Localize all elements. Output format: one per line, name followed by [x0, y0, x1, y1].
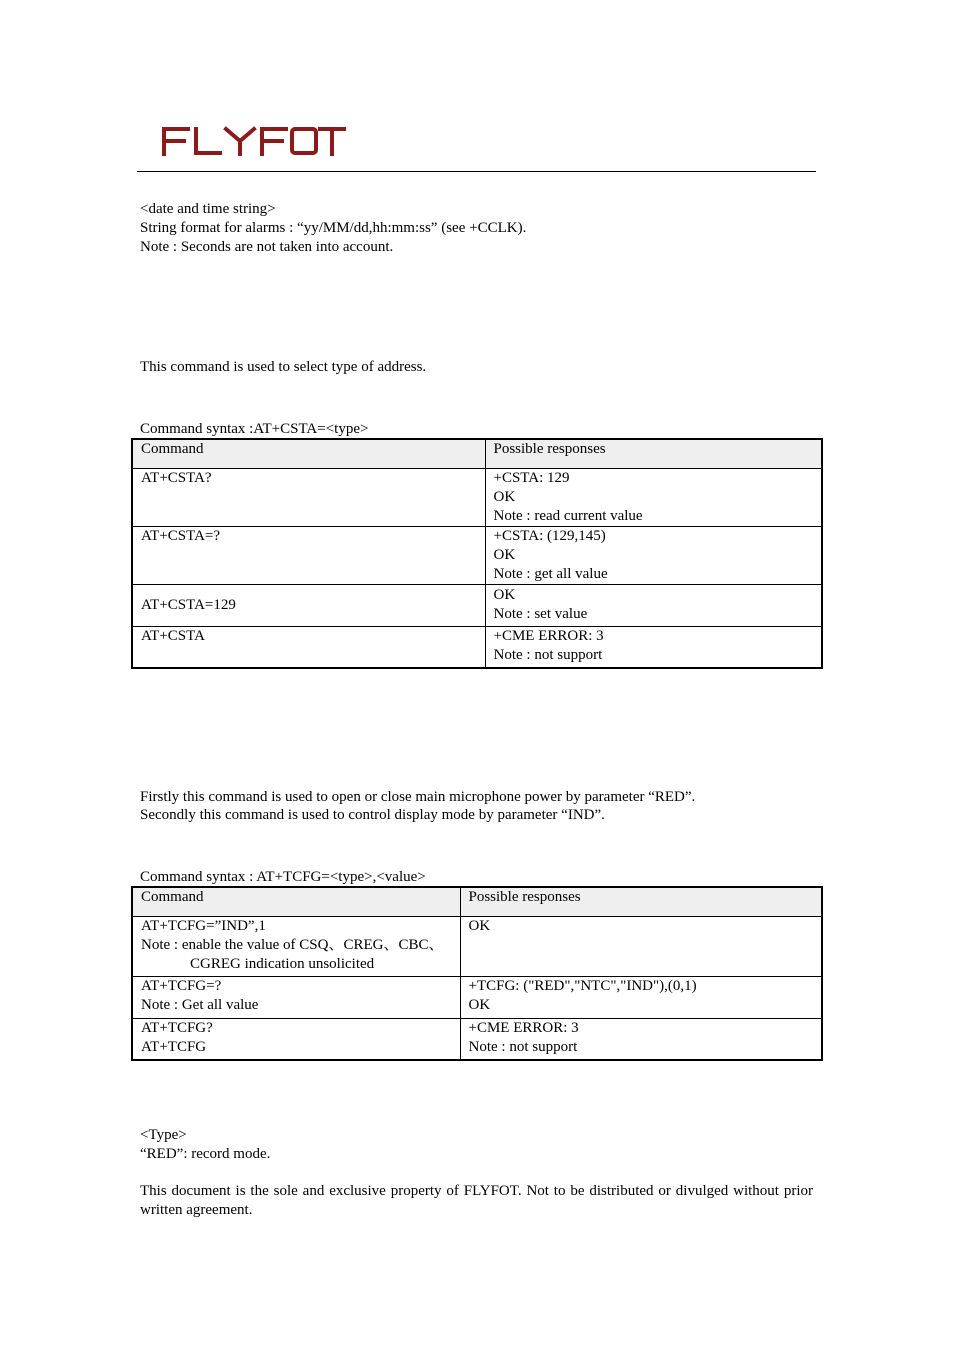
- alarm-format-text: String format for alarms : “yy/MM/dd,hh:mm:ss” (see +CCLK).: [140, 220, 527, 236]
- response-line: +CME ERROR: 3: [468, 1019, 579, 1036]
- response-cell: OK: [460, 916, 822, 976]
- response-cell: [460, 976, 822, 1018]
- command-note: Note : Get all value: [141, 996, 259, 1013]
- response-line: OK: [493, 488, 516, 505]
- command-note: Note : enable the value of CSQ、CREG、CBC、: [141, 936, 444, 953]
- response-line: OK: [493, 546, 516, 563]
- date-time-string-label: <date and time string>: [140, 201, 276, 217]
- response-line: OK: [493, 587, 516, 603]
- table-header-row: [132, 887, 822, 916]
- table-row: [132, 916, 822, 976]
- flyfot-logo: [160, 126, 346, 156]
- red-parameter-description: “RED”: record mode.: [140, 1146, 271, 1162]
- tcfg-description-1: Firstly this command is used to open or close main microphone power by parameter “RED”.: [140, 789, 696, 805]
- response-note: Note : read current value: [493, 507, 643, 524]
- table-row: [132, 1018, 822, 1060]
- table-row: [132, 526, 822, 584]
- header-responses: Possible responses: [460, 887, 822, 916]
- response-line: +CSTA: (129,145): [493, 527, 606, 544]
- response-note: Note : get all value: [493, 565, 608, 582]
- header-command: Command: [132, 887, 460, 916]
- csta-syntax: Command syntax :AT+CSTA=<type>: [140, 421, 369, 437]
- seconds-note: Note : Seconds are not taken into account.: [140, 239, 394, 255]
- response-line: +CSTA: 129: [493, 469, 570, 486]
- tcfg-command-table: [131, 886, 823, 1061]
- header-rule: [137, 171, 816, 172]
- response-line: OK: [468, 996, 491, 1013]
- command-line: AT+TCFG?: [141, 1019, 213, 1036]
- response-note: Note : not support: [468, 1038, 578, 1055]
- command-cell: [132, 976, 460, 1018]
- response-line: +CME ERROR: 3: [493, 627, 604, 644]
- footer-disclaimer: This document is the sole and exclusive property of FLYFOT. Not to be distributed or divulged without prior written agreement.: [140, 1183, 813, 1218]
- table-row: [132, 976, 822, 1018]
- command-cell: AT+CSTA=?: [132, 526, 485, 584]
- type-parameter-label: <Type>: [140, 1127, 187, 1143]
- response-line: +TCFG: ("RED","NTC","IND"),(0,1): [468, 977, 697, 994]
- command-cell: AT+CSTA?: [132, 468, 485, 526]
- command-cell: AT+CSTA=129: [132, 584, 485, 626]
- csta-command-table: [131, 438, 823, 669]
- table-row: [132, 468, 822, 526]
- command-line: AT+TCFG=?: [141, 977, 222, 994]
- csta-description: This command is used to select type of address.: [140, 359, 427, 375]
- header-responses: Possible responses: [485, 439, 822, 468]
- response-note: Note : not support: [493, 646, 603, 663]
- response-cell: [485, 468, 822, 526]
- header-command: Command: [132, 439, 485, 468]
- command-note-continued: CGREG indication unsolicited: [190, 955, 375, 972]
- table-header-row: [132, 439, 822, 468]
- table-row: [132, 626, 822, 668]
- table-row: [132, 584, 822, 626]
- response-cell: [485, 626, 822, 668]
- response-cell: [485, 526, 822, 584]
- command-line: AT+TCFG: [141, 1038, 207, 1055]
- response-cell: [460, 1018, 822, 1060]
- response-note: Note : set value: [493, 606, 588, 622]
- response-cell: [485, 584, 822, 626]
- command-cell: [132, 916, 460, 976]
- command-cell: AT+CSTA: [132, 626, 485, 668]
- command-cell: [132, 1018, 460, 1060]
- tcfg-description-2: Secondly this command is used to control display mode by parameter “IND”.: [140, 807, 605, 823]
- command-line: AT+TCFG=”IND”,1: [141, 917, 266, 934]
- tcfg-syntax: Command syntax : AT+TCFG=<type>,<value>: [140, 869, 426, 885]
